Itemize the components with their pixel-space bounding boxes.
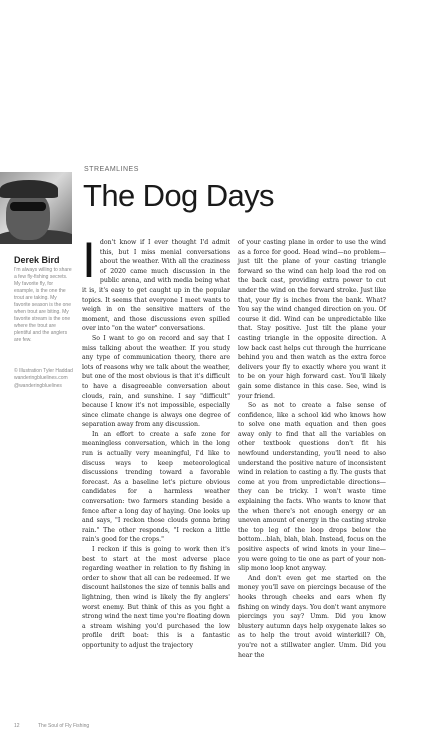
- magazine-title: The Soul of Fly Fishing: [38, 723, 90, 729]
- page-number: 12: [14, 723, 20, 729]
- article-column-2: [238, 238, 386, 660]
- paragraph: In an effort to create a safe zone for meaningless conversation, which in the long run is actually very meaningful, I'd like to discuss ways to keep meteorological discussions trending toward a favorable forecast. As a baseline let's picture obvious candidates for a harmless weather conversation: two farmers standing beside a fence after a long day of haying. One looks up and says, "I reckon those clouds gonna bring rain." The other responds, "I reckon a little rain's good for the crops.": [82, 430, 230, 544]
- drop-cap: I: [82, 232, 96, 288]
- article-column-1: [82, 232, 230, 651]
- section-kicker: STREAMLINES: [84, 166, 139, 173]
- paragraph: of your casting plane in order to use the wind as a force for good. Head wind—no problem—just tilt the plane of your casting triangle forward so the wind can help load the rod on the back cast, providing extra power to cut under the wind on the forward stroke. Just like that, your fly is inches from the bank. What? You say the wind changed direction on you. Of course it did. Wind can be unpredictable like that. Stay positive. Just tilt the plane your casting triangle in the opposite direction. A low back cast helps cut through the hurricane behind you and then watch as the extra force delivers your fly to exactly where you want it to be on your high forward cast. You'll likely gain some distance in this case. See, wind is your friend.: [238, 239, 386, 400]
- paragraph: So as not to create a false sense of confidence, like a school kid who knows how to solve one math equation and then goes away only to find that all the variables on other textbook questions don't fit his newfound understanding, you'll need to also understand the positive nature of inconsistent wind in relation to casting a fly. The gusts that come at you from unpredictable directions—they can be tricky. I won't waste time explaining the facts. Who wants to know that the when there's not enough energy or an uneven amount of energy in the casting stroke the top leg of the loop drops below the bottom…blah, blah, blah. Instead, focus on the positive aspects of wind knots in your line—you were going to tie one as part of your non-slip mono loop knot anyway.: [238, 402, 386, 573]
- author-bio: I'm always willing to share a few fly-fishing secrets. My favorite fly, for example, is the one the trout are taking. My favorite season is the one when trout are biting. My favorite stream is the one where the trout are plentiful and the anglers are few.: [14, 267, 72, 343]
- author-name: Derek Bird: [14, 255, 60, 265]
- paragraph: And don't even get me started on the money you'll save on piercings because of the hooks through cheeks and ears when fly fishing on windy days. You don't want anymore piercings you say? Umm. Did you know blustery autumn days help oxygenate lakes so as to help the trout avoid winterkill? Oh, you're not a stillwater angler. Umm. Did you hear the: [238, 574, 386, 659]
- illustration-credit: © Illustration Tyler Haddad wanderingbluelines.com @wanderingbluelines: [14, 368, 73, 389]
- article-title: The Dog Days: [83, 178, 274, 213]
- author-photo: [0, 172, 72, 244]
- paragraph: I reckon if this is going to work then it's best to start at the most adverse place regarding weather in relation to fly fishing in order to show that all can be redeemed. If we discount hailstones the size of tennis balls and lightning, then wind is likely the fly anglers' worst enemy. But think of this as you fight a strong wind the next time you're floating down a stream wishing you'd purchased the low profile drift boat: this is a fantastic opportunity to adjust the trajectory: [82, 546, 230, 649]
- paragraph: Idon't know if I ever thought I'd admit this, but I miss menial conversations about the weather. With all the craziness of 2020 came much discussion in the public arena, and with media being what it is, it's easy to get caught up in the popular topics. It seems that everyone I meet wants to weigh in on the sensitive matters of the moment, and those discussions even spilled over into "on the water" conversations.: [82, 232, 230, 333]
- author-photo-sunglasses: [10, 202, 46, 211]
- paragraph: So I want to go on record and say that I miss talking about the weather. If you study any type of communication theory, there are lots of reasons why we talk about the weather, but one of the most obvious is that it's difficult to have a disagreeable conversation about clouds, rain, and sunshine. I say "difficult" because I know it's not impossible, especially since climate change is always one degree of separation away from any discussion.: [82, 334, 230, 429]
- author-photo-cap: [0, 180, 58, 198]
